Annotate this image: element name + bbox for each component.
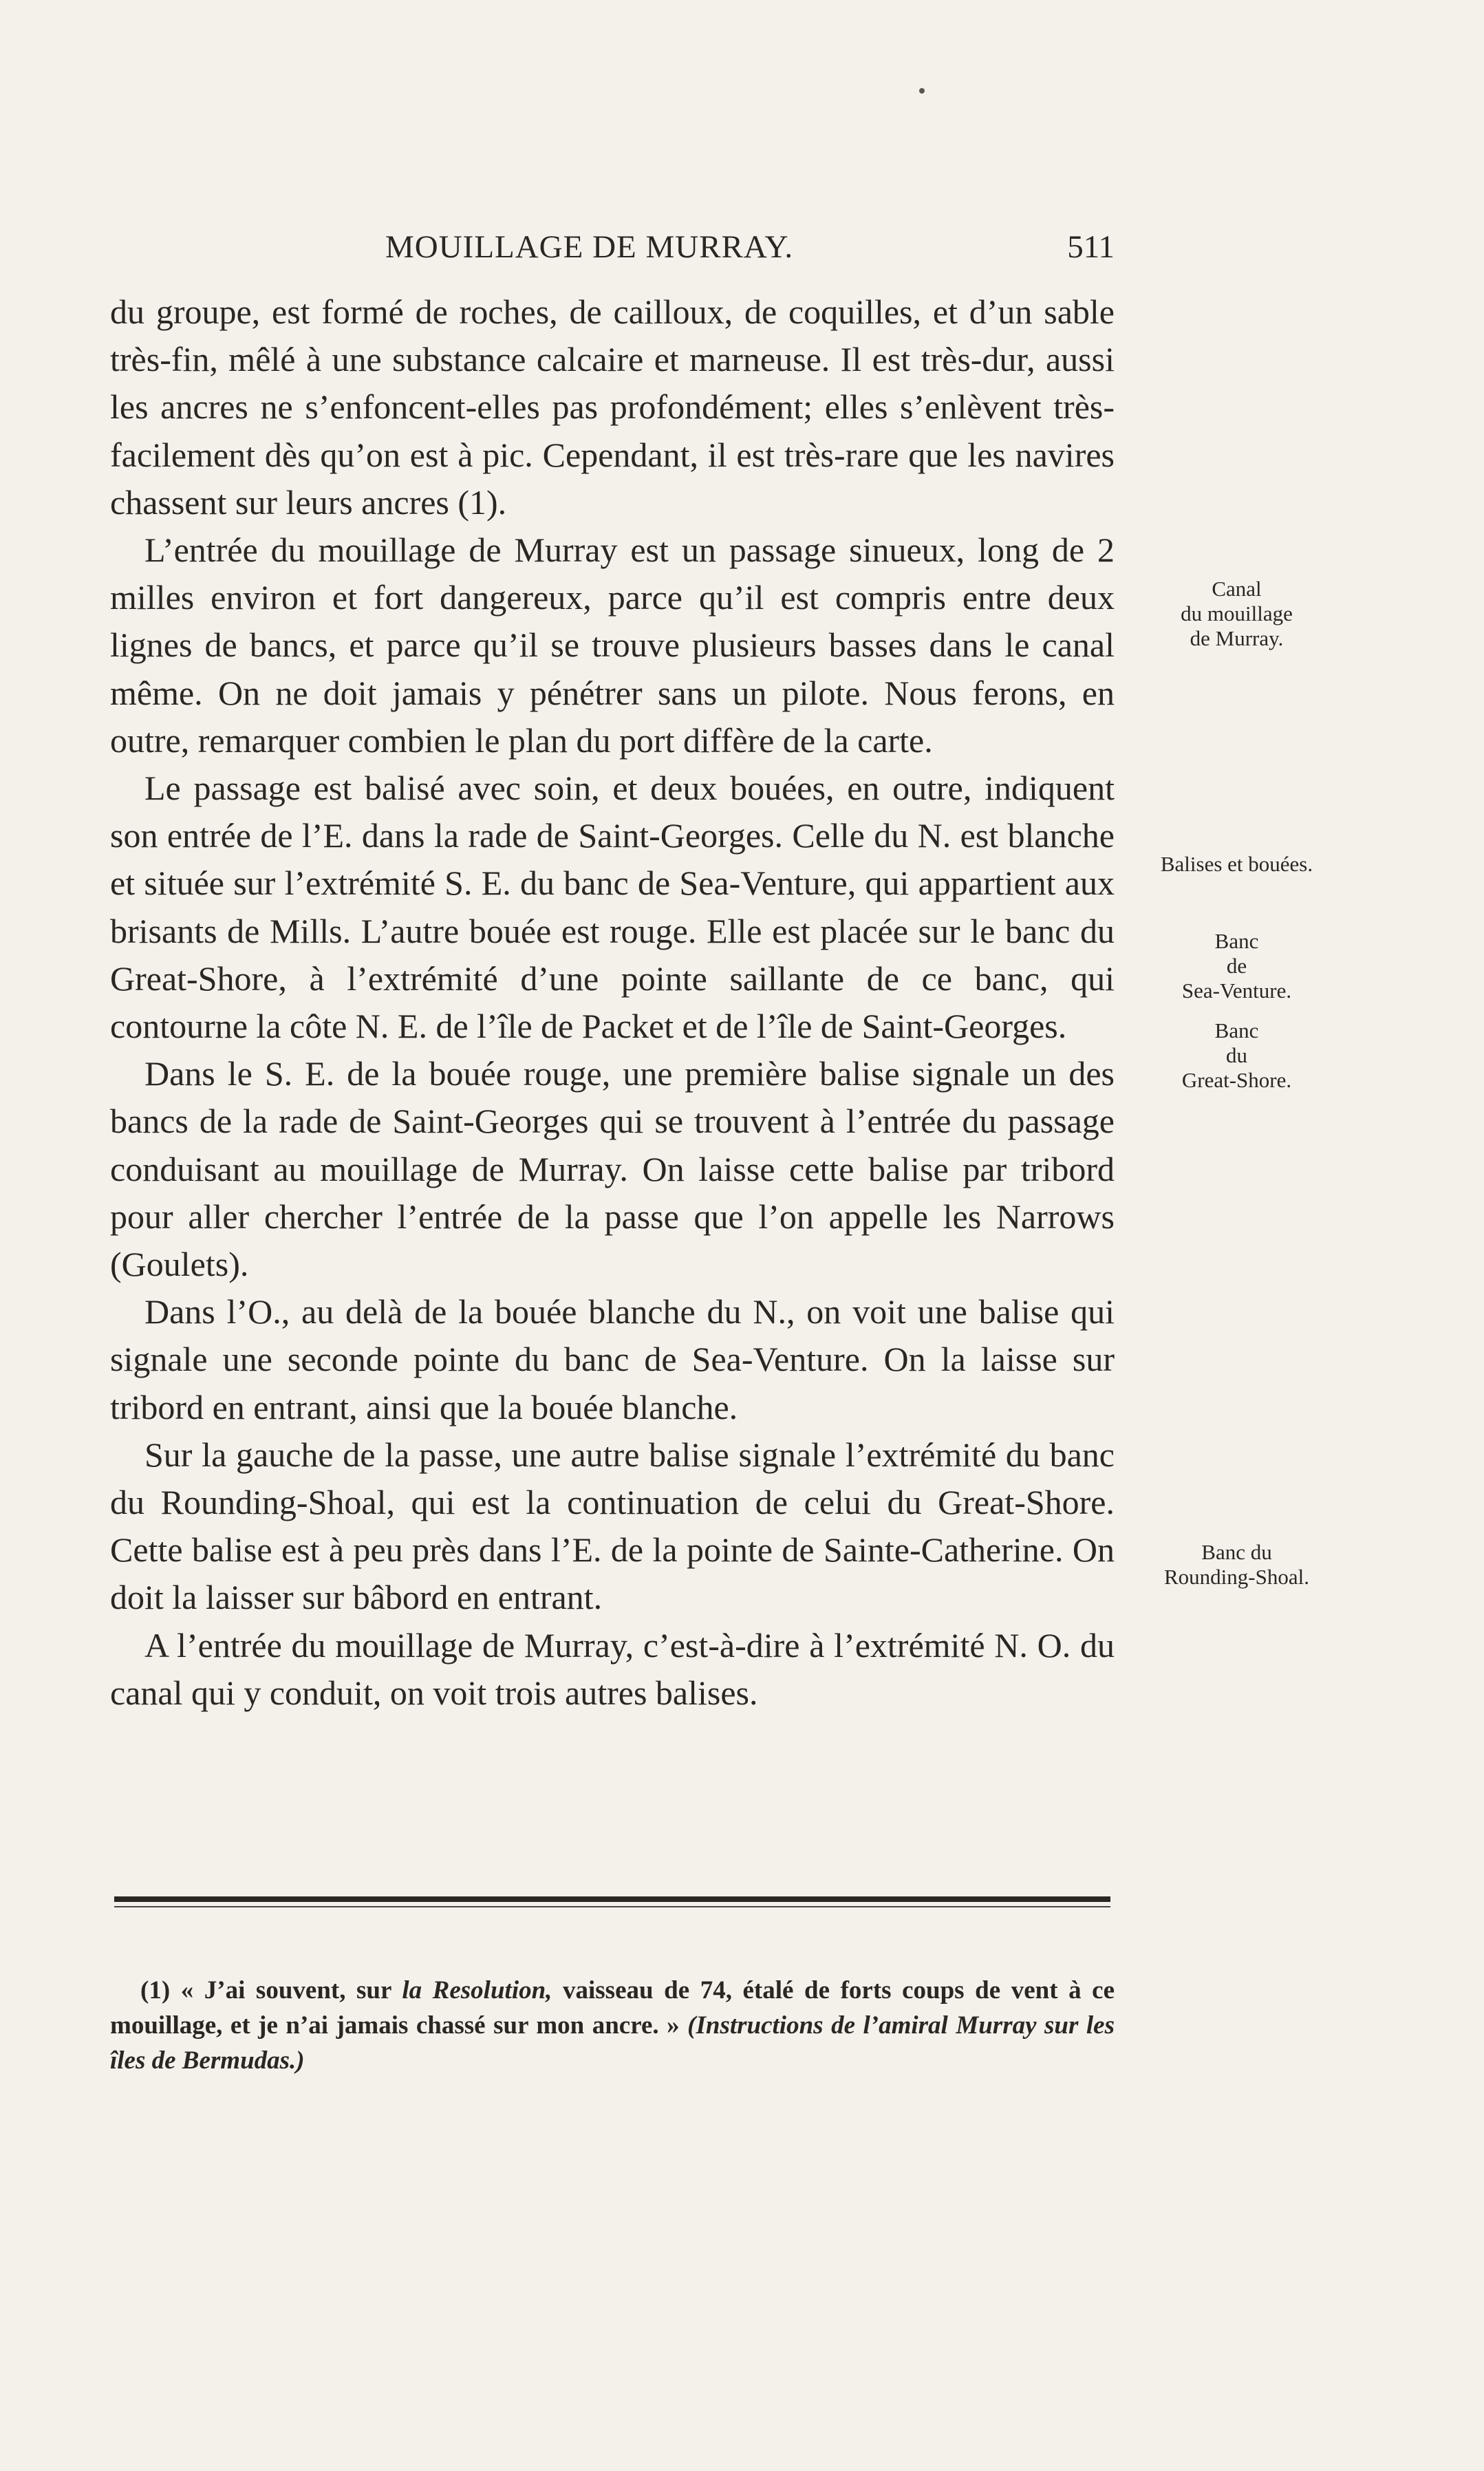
ink-speck: [919, 88, 925, 94]
running-head: [110, 228, 1115, 284]
margin-note-line: Sea-Venture.: [1181, 978, 1292, 1003]
margin-note-line: Great-Shore.: [1181, 1068, 1292, 1092]
margin-note-line: du: [1226, 1043, 1247, 1067]
body-text: [110, 288, 1115, 1717]
paragraph-entrance: L’entrée du mouillage de Murray est un passage sinueux, long de 2 milles environ et fort dangereux, parce qu’il est compris entre deux lignes de bancs, et parce qu’il se trouve plusieurs basses dans le canal même. On ne doit jamais y pénétrer sans un pilote. Nous ferons, en outre, remarquer combien le plan du port diffère de la carte.: [110, 531, 1115, 760]
paragraph-bottom-composition: du groupe, est formé de roches, de cailloux, de coquilles, et d’un sable très-fin, mêlé à une substance calcaire et marneuse. Il est très-dur, aussi les ancres ne s’enfoncent-elles pas profondément; elles s’enlèvent très-facilement dès qu’on est à pic. Cependant, il est très-rare que les navires chassent sur leurs ancres (1).: [110, 292, 1115, 522]
paragraph-three-beacons: A l’entrée du mouillage de Murray, c’est-à-dire à l’extrémité N. O. du canal qui y conduit, on voit trois autres balises.: [110, 1625, 1115, 1712]
paragraph-second-beacon: Dans l’O., au delà de la bouée blanche du N., on voit une balise qui signale une seconde pointe du banc de Sea-Venture. On la laisse sur tribord en entrant, ainsi que la bouée blanche.: [110, 1292, 1115, 1426]
margin-note-line: de: [1226, 954, 1247, 978]
footnote: [110, 1973, 1115, 2078]
margin-note-great-shore: [1128, 1018, 1345, 1093]
footnote-lead: (1) « J’ai souvent, sur: [140, 1976, 402, 2004]
footnote-source: (Instructions de l’amiral Murray sur les îles de Bermudas.): [110, 2011, 1115, 2075]
margin-note-line: Rounding-Shoal.: [1164, 1565, 1309, 1589]
footnote-rule-thin: [114, 1906, 1110, 1907]
margin-note-line: de Murray.: [1190, 626, 1284, 650]
running-title: MOUILLAGE DE MURRAY.: [385, 229, 794, 265]
page-number: 511: [1067, 229, 1115, 265]
paragraph-buoys: Le passage est balisé avec soin, et deux bouées, en outre, indiquent son entrée de l’E. dans la rade de Saint-Georges. Celle du N. est blanche et située sur l’extrémité S. E. du banc de Sea-Venture, qui appartient aux brisants de Mills. L’autre bouée est rouge. Elle est placée sur le banc du Great-Shore, à l’extrémité d’une pointe saillante de ce banc, qui contourne la côte N. E. de l’île de Packet et de l’île de Saint-Georges.: [110, 769, 1115, 1046]
margin-note-balises: [1128, 852, 1345, 877]
paragraph-rounding-shoal: Sur la gauche de la passe, une autre balise signale l’extrémité du banc du Rounding-Shoal, qui est la continuation de celui du Great-Shore. Cette balise est à peu près dans l’E. de la pointe de Sainte-Catherine. On doit la laisser sur bâbord en entrant.: [110, 1435, 1115, 1617]
paragraph-first-beacon: Dans le S. E. de la bouée rouge, une première balise signale un des bancs de la rade de Saint-Georges qui se trouvent à l’entrée du passage conduisant au mouillage de Murray. On laisse cette balise par tribord pour aller chercher l’entrée de la passe que l’on appelle les Narrows (Goulets).: [110, 1054, 1115, 1284]
margin-note-line: Canal: [1212, 577, 1262, 601]
margin-note-line: Banc: [1214, 929, 1259, 953]
footnote-ship-name: la Resolution,: [402, 1976, 552, 2004]
margin-note-line: du mouillage: [1181, 601, 1293, 625]
margin-note-line: Banc du: [1201, 1540, 1272, 1564]
margin-note-rounding-shoal: [1128, 1540, 1345, 1590]
footnote-middle: vaisseau de 74, étalé de forts coups de vent à ce mouillage, et je n’ai jamais chassé sur mon ancre. »: [110, 1976, 1115, 2040]
footnote-rule: [114, 1896, 1110, 1902]
margin-note-sea-venture: [1128, 929, 1345, 1003]
margin-note-line: Banc: [1214, 1018, 1259, 1042]
margin-note-canal: [1128, 577, 1345, 651]
margin-note-line: Balises et bouées.: [1160, 852, 1313, 876]
